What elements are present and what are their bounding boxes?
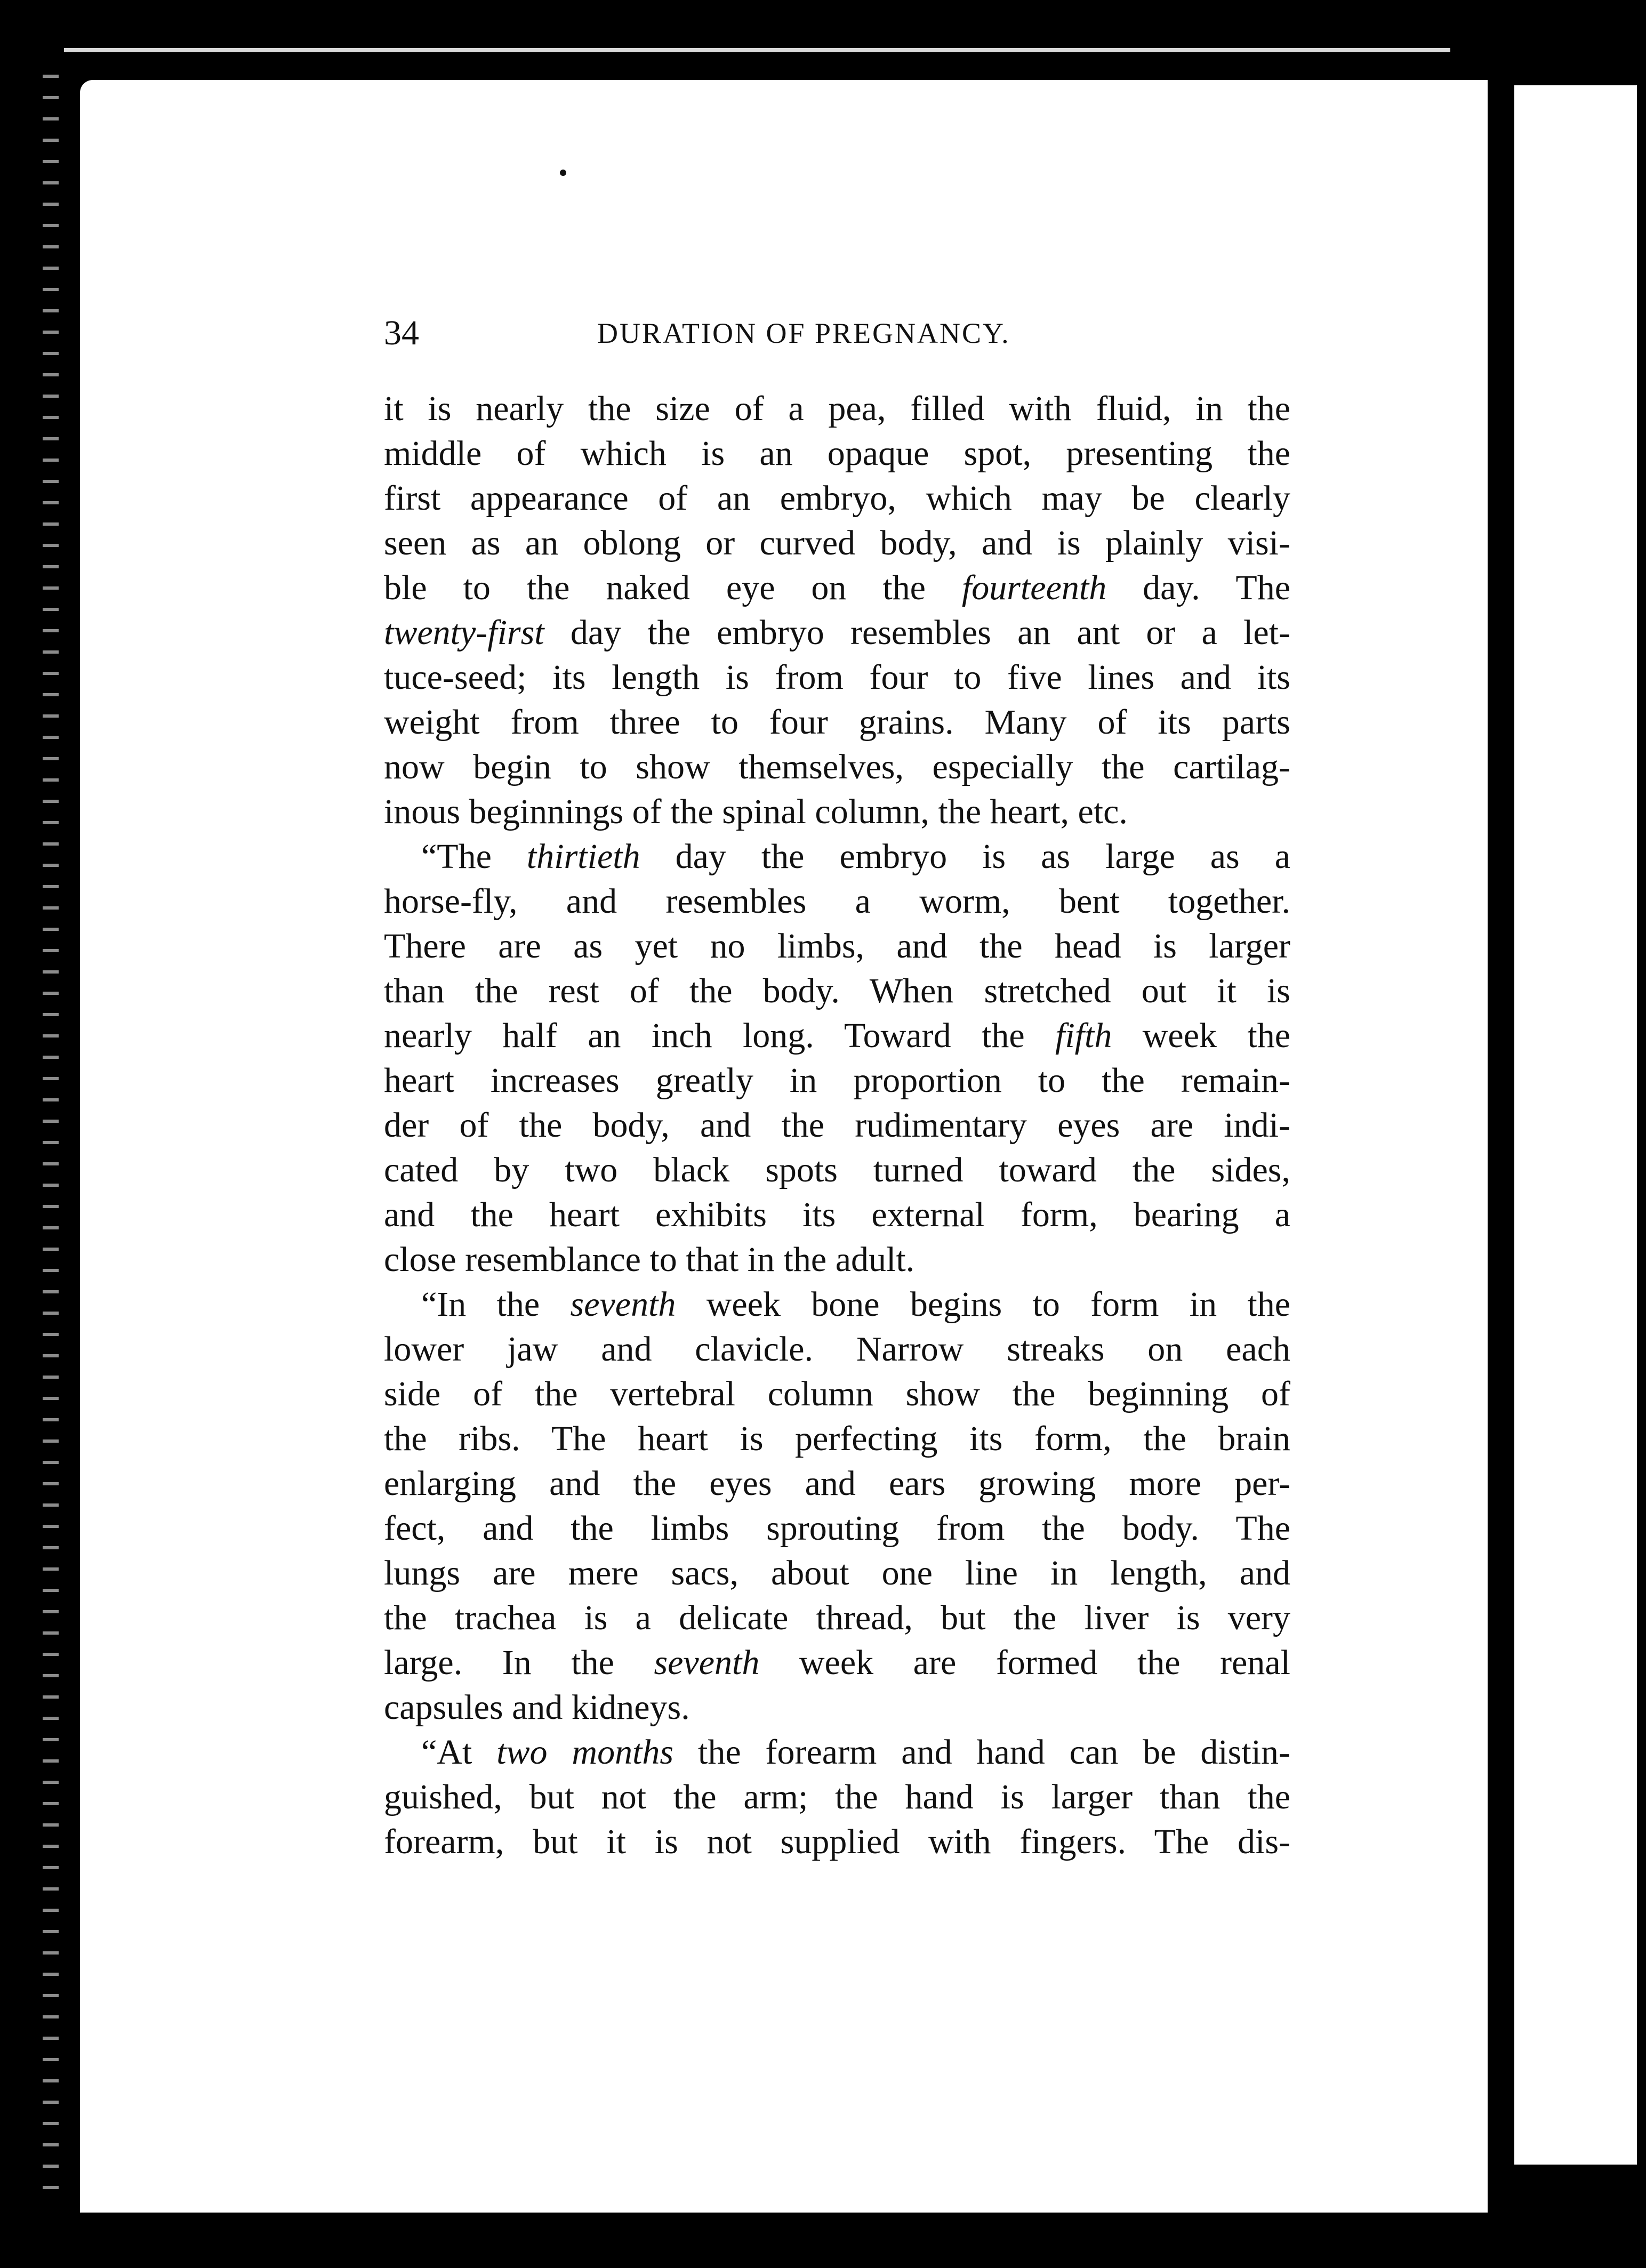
left-edge-marks — [43, 75, 59, 2207]
page-header — [384, 309, 1290, 357]
running-head: DURATION OF PREGNANCY. — [597, 317, 1010, 349]
text-line: weight from three to four grains. Many of its parts — [384, 703, 1290, 742]
text-line: close resemblance to that in the adult. — [384, 1240, 915, 1279]
text-line: and the heart exhibits its external form, bearing a — [384, 1195, 1290, 1234]
page-number: 34 — [384, 313, 419, 352]
text-line: horse-fly, and resembles a worm, bent together. — [384, 882, 1290, 921]
text-line: inous beginnings of the spinal column, the heart, etc. — [384, 792, 1128, 831]
text-line: it is nearly the size of a pea, filled with fluid, in the — [384, 389, 1290, 428]
text-line: heart increases greatly in proportion to the remain- — [384, 1061, 1290, 1100]
adjacent-page-strip — [1514, 85, 1637, 2165]
text-line: large. In the seventh week are formed the renal — [384, 1643, 1290, 1682]
text-line: ble to the naked eye on the fourteenth day. The — [384, 568, 1290, 607]
text-line: enlarging and the eyes and ears growing more per- — [384, 1464, 1290, 1503]
text-line: lungs are mere sacs, about one line in length, and — [384, 1554, 1290, 1593]
text-line: middle of which is an opaque spot, presenting the — [384, 434, 1290, 473]
text-line: side of the vertebral column show the beginning of — [384, 1374, 1290, 1413]
text-line: “The thirtieth day the embryo is as large as a — [421, 837, 1290, 876]
text-line: tuce-seed; its length is from four to five lines and its — [384, 658, 1290, 697]
text-line: cated by two black spots turned toward the sides, — [384, 1151, 1290, 1189]
body-text — [384, 387, 1290, 1864]
text-line: lower jaw and clavicle. Narrow streaks on each — [384, 1330, 1290, 1369]
text-line: nearly half an inch long. Toward the fifth week the — [384, 1016, 1290, 1055]
top-edge-rule — [64, 48, 1450, 52]
text-line: fect, and the limbs sprouting from the body. The — [384, 1509, 1290, 1548]
text-line: the trachea is a delicate thread, but the liver is very — [384, 1598, 1290, 1637]
text-line: forearm, but it is not supplied with fingers. The dis- — [384, 1822, 1290, 1861]
text-line: twenty-first day the embryo resembles an ant or a let- — [384, 613, 1290, 652]
text-line: capsules and kidneys. — [384, 1688, 690, 1727]
text-line: “In the seventh week bone begins to form in the — [421, 1285, 1290, 1324]
text-line: der of the body, and the rudimentary eyes are indi- — [384, 1106, 1290, 1145]
text-line: now begin to show themselves, especially the cartilag- — [384, 747, 1290, 786]
speck-mark — [560, 170, 566, 176]
text-line: than the rest of the body. When stretched out it is — [384, 971, 1290, 1010]
text-line: There are as yet no limbs, and the head is larger — [384, 927, 1290, 966]
text-line: the ribs. The heart is perfecting its form, the brain — [384, 1419, 1290, 1458]
text-line: “At two months the forearm and hand can be distin- — [421, 1733, 1290, 1772]
text-line: guished, but not the arm; the hand is larger than the — [384, 1778, 1290, 1816]
text-line: seen as an oblong or curved body, and is plainly visi- — [384, 524, 1290, 562]
text-line: first appearance of an embryo, which may be clearly — [384, 479, 1290, 518]
